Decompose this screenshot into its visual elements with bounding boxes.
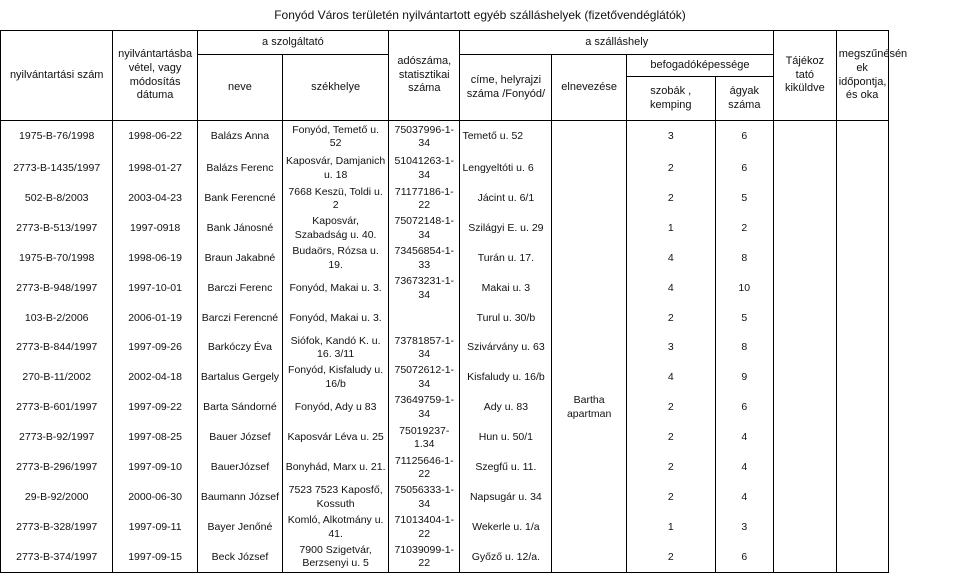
cell-designation [552,304,627,334]
cell-name: Bauer József [197,423,282,454]
header-address: címe, helyrajzi száma /Fonyód/ [460,55,552,121]
cell-termination [836,274,888,304]
cell-info-sent [773,121,836,153]
cell-seat: Kaposvár, Damjanich u. 18 [283,153,389,185]
cell-date: 1997-09-15 [113,543,197,573]
cell-seat: Fonyód, Makai u. 3. [283,304,389,334]
cell-info-sent [773,483,836,513]
cell-reg: 2773-B-296/1997 [1,454,113,483]
cell-tax: 73781857-1-34 [389,334,460,363]
cell-address: Hun u. 50/1 [460,423,552,454]
cell-termination [836,423,888,454]
cell-address: Jácint u. 6/1 [460,185,552,214]
cell-reg: 270-B-11/2002 [1,363,113,393]
cell-address: Ady u. 83 [460,393,552,423]
cell-seat: Bonyhád, Marx u. 21. [283,454,389,483]
cell-termination [836,121,888,153]
cell-beds: 2 [715,214,773,244]
cell-address: Szegfű u. 11. [460,454,552,483]
cell-reg: 2773-B-601/1997 [1,393,113,423]
cell-reg: 2773-B-844/1997 [1,334,113,363]
table-row [1,153,960,185]
cell-address: Temető u. 52 [460,121,552,153]
cell-seat: Fonyód, Temető u. 52 [283,121,389,153]
cell-date: 1997-10-01 [113,274,197,304]
cell-termination [836,244,888,274]
cell-tax: 75019237-1.34 [389,423,460,454]
cell-rooms: 3 [626,121,715,153]
cell-designation [552,153,627,185]
cell-date: 1997-09-10 [113,454,197,483]
cell-date: 1998-06-22 [113,121,197,153]
cell-reg: 2773-B-1435/1997 [1,153,113,185]
cell-termination [836,334,888,363]
cell-designation: Bartha apartman [552,393,627,423]
cell-reg: 2773-B-374/1997 [1,543,113,573]
cell-seat: Kaposvár, Szabadság u. 40. [283,214,389,244]
cell-info-sent [773,214,836,244]
cell-termination [836,304,888,334]
cell-designation [552,454,627,483]
cell-seat: Fonyód, Makai u. 3. [283,274,389,304]
cell-name: Bank Ferencné [197,185,282,214]
cell-beds: 6 [715,393,773,423]
cell-address: Turán u. 17. [460,244,552,274]
cell-rooms: 4 [626,363,715,393]
cell-name: Bartalus Gergely [197,363,282,393]
cell-designation [552,513,627,543]
table-row [1,185,960,214]
cell-address: Győző u. 12/a. [460,543,552,573]
cell-name: Bayer Jenőné [197,513,282,543]
cell-rooms: 2 [626,543,715,573]
cell-tax: 75072612-1-34 [389,363,460,393]
cell-date: 2000-06-30 [113,483,197,513]
cell-info-sent [773,153,836,185]
cell-beds: 4 [715,454,773,483]
cell-rooms: 2 [626,454,715,483]
cell-tax: 71125646-1-22 [389,454,460,483]
cell-reg: 2773-B-513/1997 [1,214,113,244]
cell-address: Makai u. 3 [460,274,552,304]
cell-address: Szivárvány u. 63 [460,334,552,363]
cell-seat: 7523 7523 Kaposfő, Kossuth [283,483,389,513]
cell-rooms: 4 [626,244,715,274]
cell-info-sent [773,185,836,214]
cell-address: Lengyeltóti u. 6 [460,153,552,185]
cell-tax: 71013404-1-22 [389,513,460,543]
cell-beds: 4 [715,483,773,513]
cell-rooms: 1 [626,513,715,543]
cell-seat: 7900 Szigetvár, Berzsenyi u. 5 [283,543,389,573]
cell-termination [836,214,888,244]
cell-termination [836,513,888,543]
cell-designation [552,543,627,573]
cell-termination [836,185,888,214]
cell-termination [836,393,888,423]
cell-info-sent [773,543,836,573]
cell-date: 1997-09-11 [113,513,197,543]
cell-reg: 103-B-2/2006 [1,304,113,334]
cell-name: Beck József [197,543,282,573]
cell-date: 2003-04-23 [113,185,197,214]
cell-designation [552,423,627,454]
cell-info-sent [773,334,836,363]
cell-beds: 4 [715,423,773,454]
header-provider: a szolgáltató [197,31,388,55]
table-row [1,121,960,153]
cell-tax: 75072148-1-34 [389,214,460,244]
table-row [1,543,960,573]
cell-reg: 2773-B-948/1997 [1,274,113,304]
cell-designation [552,121,627,153]
cell-seat: Kaposvár Léva u. 25 [283,423,389,454]
cell-designation [552,185,627,214]
cell-designation [552,334,627,363]
cell-reg: 1975-B-76/1998 [1,121,113,153]
cell-reg: 2773-B-328/1997 [1,513,113,543]
cell-name: Baumann József [197,483,282,513]
cell-seat: Fonyód, Kisfaludy u. 16/b [283,363,389,393]
cell-termination [836,153,888,185]
cell-tax [389,304,460,334]
cell-name: Bank Jánosné [197,214,282,244]
table-row [1,483,960,513]
cell-address: Napsugár u. 34 [460,483,552,513]
header-reg-number: nyilvántartási szám [1,31,113,121]
cell-designation [552,244,627,274]
cell-date: 1998-01-27 [113,153,197,185]
table-row [1,214,960,244]
cell-beds: 10 [715,274,773,304]
cell-rooms: 2 [626,483,715,513]
cell-rooms: 2 [626,393,715,423]
cell-designation [552,214,627,244]
cell-date: 1998-06-19 [113,244,197,274]
cell-date: 2002-04-18 [113,363,197,393]
cell-seat: 7668 Keszü, Toldi u. 2 [283,185,389,214]
cell-termination [836,483,888,513]
table-row [1,274,960,304]
header-reg-date: nyilvántartásba vétel, vagy módosítás dátuma [113,31,197,121]
cell-info-sent [773,513,836,543]
cell-tax: 73649759-1-34 [389,393,460,423]
cell-reg: 1975-B-70/1998 [1,244,113,274]
cell-beds: 5 [715,185,773,214]
table-row [1,334,960,363]
cell-address: Turul u. 30/b [460,304,552,334]
cell-info-sent [773,393,836,423]
cell-name: Braun Jakabné [197,244,282,274]
cell-beds: 9 [715,363,773,393]
cell-reg: 502-B-8/2003 [1,185,113,214]
cell-designation [552,483,627,513]
cell-info-sent [773,244,836,274]
cell-name: BauerJózsef [197,454,282,483]
cell-name: Balázs Ferenc [197,153,282,185]
cell-info-sent [773,454,836,483]
table-row [1,363,960,393]
cell-seat: Komló, Alkotmány u. 41. [283,513,389,543]
table-row [1,513,960,543]
cell-rooms: 2 [626,153,715,185]
cell-address: Szilágyi E. u. 29 [460,214,552,244]
cell-beds: 6 [715,153,773,185]
cell-rooms: 2 [626,185,715,214]
cell-beds: 8 [715,244,773,274]
cell-rooms: 3 [626,334,715,363]
cell-reg: 2773-B-92/1997 [1,423,113,454]
cell-date: 1997-09-22 [113,393,197,423]
cell-designation [552,274,627,304]
cell-rooms: 4 [626,274,715,304]
cell-beds: 8 [715,334,773,363]
cell-rooms: 2 [626,304,715,334]
cell-termination [836,363,888,393]
cell-tax: 75056333-1-34 [389,483,460,513]
cell-beds: 6 [715,543,773,573]
cell-name: Barkóczy Éva [197,334,282,363]
cell-info-sent [773,423,836,454]
header-info-sent: Tájékoz tató kiküldve [773,31,836,121]
cell-termination [836,454,888,483]
cell-address: Kisfaludy u. 16/b [460,363,552,393]
cell-name: Barta Sándorné [197,393,282,423]
cell-info-sent [773,274,836,304]
cell-info-sent [773,304,836,334]
cell-beds: 6 [715,121,773,153]
header-designation: elnevezése [552,55,627,121]
header-seat: székhelye [283,55,389,121]
document-title: Fonyód Város területén nyilvántartott egyéb szálláshelyek (fizetővendéglátók) [274,8,686,22]
header-rooms: szobák , kemping [626,77,715,121]
cell-info-sent [773,363,836,393]
cell-date: 2006-01-19 [113,304,197,334]
header-termination: megszűnésén ek időpontja, és oka [836,31,888,121]
cell-name: Barczi Ferenc [197,274,282,304]
cell-reg: 29-B-92/2000 [1,483,113,513]
cell-address: Wekerle u. 1/a [460,513,552,543]
header-name: neve [197,55,282,121]
accommodation-table [0,30,960,573]
cell-termination [836,543,888,573]
cell-name: Balázs Anna [197,121,282,153]
header-beds: ágyak száma [715,77,773,121]
cell-tax: 73456854-1-33 [389,244,460,274]
cell-tax: 71177186-1-22 [389,185,460,214]
cell-name: Barczi Ferencné [197,304,282,334]
header-capacity: befogadóképessége [626,55,773,77]
table-row [1,393,960,423]
cell-seat: Siófok, Kandó K. u. 16. 3/11 [283,334,389,363]
header-tax-id: adószáma, statisztikai száma [389,31,460,121]
cell-beds: 3 [715,513,773,543]
cell-designation [552,363,627,393]
table-row [1,304,960,334]
cell-seat: Budaörs, Rózsa u. 19. [283,244,389,274]
cell-tax: 71039099-1-22 [389,543,460,573]
cell-seat: Fonyód, Ady u 83 [283,393,389,423]
cell-rooms: 1 [626,214,715,244]
cell-date: 1997-09-26 [113,334,197,363]
table-row [1,454,960,483]
cell-tax: 51041263-1-34 [389,153,460,185]
cell-date: 1997-0918 [113,214,197,244]
cell-beds: 5 [715,304,773,334]
cell-tax: 73673231-1-34 [389,274,460,304]
table-row [1,423,960,454]
header-accommodation: a szálláshely [460,31,774,55]
cell-date: 1997-08-25 [113,423,197,454]
table-row [1,244,960,274]
cell-rooms: 2 [626,423,715,454]
cell-tax: 75037996-1-34 [389,121,460,153]
